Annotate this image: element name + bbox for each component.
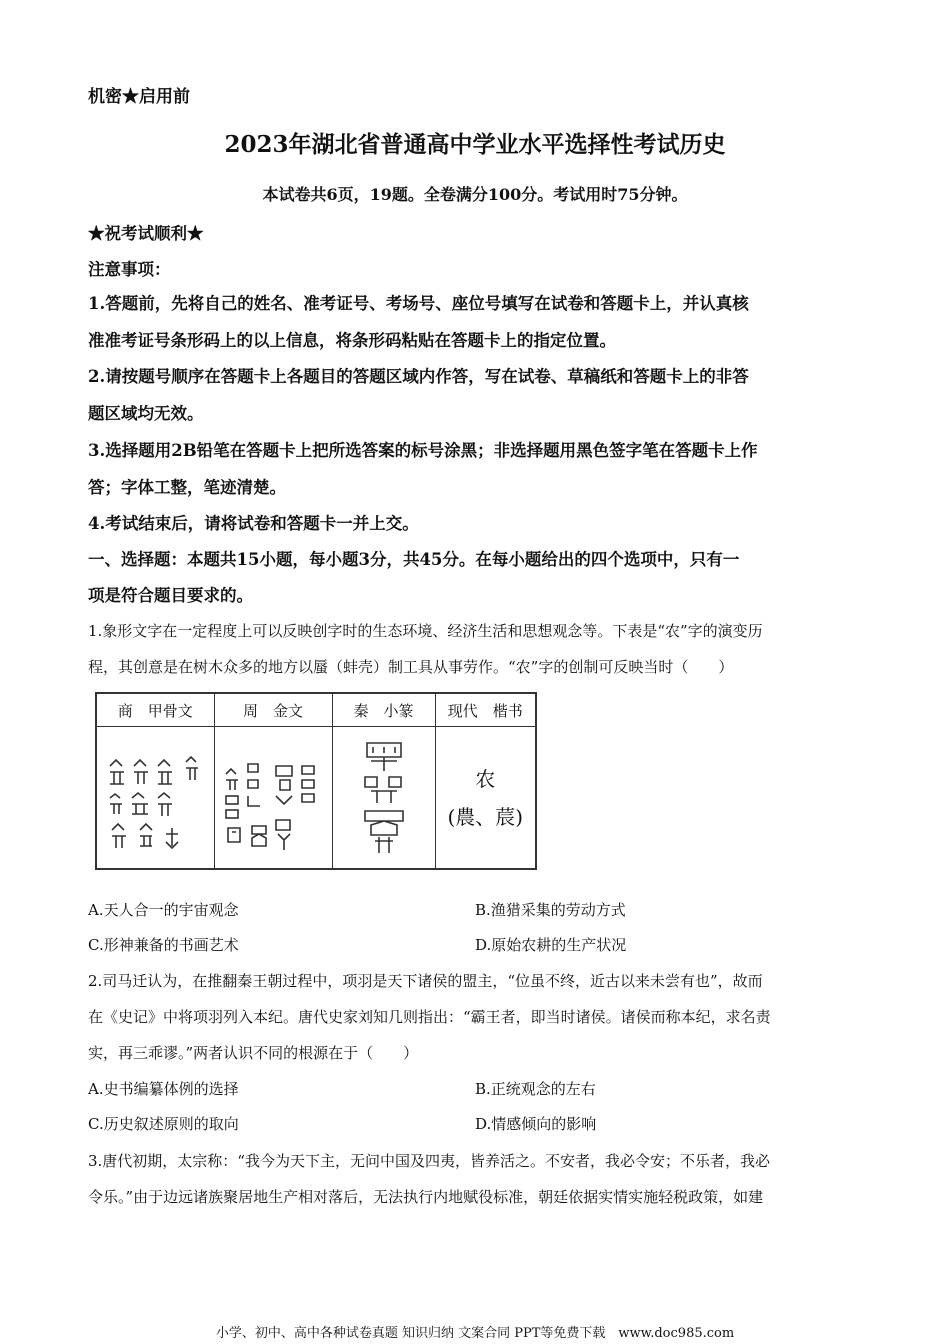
oracle-bone-glyph-image (100, 736, 210, 856)
question-3-text: 3.唐代初期，太宗称：“我今为天下主，无问中国及四夷，皆养活之。不安者，我必令安；不乐者，我必 (88, 1152, 770, 1170)
notice-line: 2.请按题号顺序在答题卡上各题目的答题区域内作答，写在试卷、草稿纸和答题卡上的非答 (88, 367, 749, 386)
notice-line: 答；字体工整，笔迹清楚。 (88, 478, 286, 497)
notice-line: 准准考证号条形码上的以上信息，将条形码粘贴在答题卡上的指定位置。 (88, 331, 616, 350)
table-header: 现代 楷书 (435, 693, 536, 727)
section-heading: 一、选择题：本题共15小题，每小题3分，共45分。在每小题给出的四个选项中，只有一 (88, 550, 740, 569)
small-seal-glyph-image (339, 733, 429, 858)
table-header: 周 金文 (214, 693, 332, 727)
q2-option-c[interactable]: C.历史叙述原则的取向 (88, 1115, 239, 1133)
question-3-text: 令乐。”由于边远诸族聚居地生产相对落后，无法执行内地赋役标准，朝廷依据实情实施轻税政策，如建 (88, 1188, 764, 1206)
q1-option-b[interactable]: B.渔猎采集的劳动方式 (475, 901, 626, 919)
good-luck-line: ★祝考试顺利★ (88, 224, 204, 243)
table-header: 商 甲骨文 (96, 693, 214, 727)
notice-heading: 注意事项： (88, 260, 171, 279)
page-footer: 小学、初中、高中各种试卷真题 知识归纳 文案合同 PPT等免费下载 www.doc985.com (215, 1326, 735, 1341)
question-1-text: 1.象形文字在一定程度上可以反映创字时的生态环境、经济生活和思想观念等。下表是“农”字的演变历 (88, 622, 763, 640)
notice-line: 1.答题前，先将自己的姓名、准考证号、考场号、座位号填写在试卷和答题卡上，并认真核 (88, 294, 749, 313)
q1-option-a[interactable]: A.天人合一的宇宙观念 (88, 901, 239, 919)
notice-line: 题区域均无效。 (88, 404, 204, 423)
bronze-inscription-glyphs (214, 727, 332, 870)
q2-option-d[interactable]: D.情感倾向的影响 (475, 1115, 597, 1133)
bronze-glyph-image (218, 736, 328, 856)
modern-character: 农 (475, 766, 496, 791)
confidential-mark: 机密★启用前 (88, 87, 190, 107)
exam-subtitle: 本试卷共6页，19题。全卷满分100分。考试用时75分钟。 (262, 185, 688, 204)
section-heading-cont: 项是符合题目要求的。 (88, 586, 253, 605)
q2-option-b[interactable]: B.正统观念的左右 (475, 1080, 596, 1098)
oracle-bone-glyphs (96, 727, 214, 870)
character-evolution-table (95, 692, 537, 870)
question-2-text: 在《史记》中将项羽列入本纪。唐代史家刘知几则指出：“霸王者，即当时诸侯。诸侯而称本纪，求名责 (88, 1008, 771, 1026)
q1-option-d[interactable]: D.原始农耕的生产状况 (475, 936, 627, 954)
notice-line: 3.选择题用2B铅笔在答题卡上把所选答案的标号涂黑；非选择题用黑色签字笔在答题卡上作 (88, 441, 758, 460)
question-2-text: 实，再三乖谬。”两者认识不同的根源在于（ ） (88, 1044, 419, 1062)
small-seal-glyphs (332, 727, 435, 870)
question-1-text: 程，其创意是在树木众多的地方以蜃（蚌壳）制工具从事劳作。“农”字的创制可反映当时（ ） (88, 658, 734, 676)
notice-line: 4.考试结束后，请将试卷和答题卡一并上交。 (88, 514, 419, 533)
q1-option-c[interactable]: C.形神兼备的书画艺术 (88, 936, 239, 954)
modern-variants: (農、莀) (447, 804, 524, 829)
modern-script-cell (435, 727, 536, 870)
q2-option-a[interactable]: A.史书编纂体例的选择 (88, 1080, 239, 1098)
question-2-text: 2.司马迁认为，在推翻秦王朝过程中，项羽是天下诸侯的盟主，“位虽不终，近古以来未尝有也”，故而 (88, 972, 763, 990)
exam-title: 2023年湖北省普通高中学业水平选择性考试历史 (224, 131, 726, 158)
table-header: 秦 小篆 (332, 693, 435, 727)
